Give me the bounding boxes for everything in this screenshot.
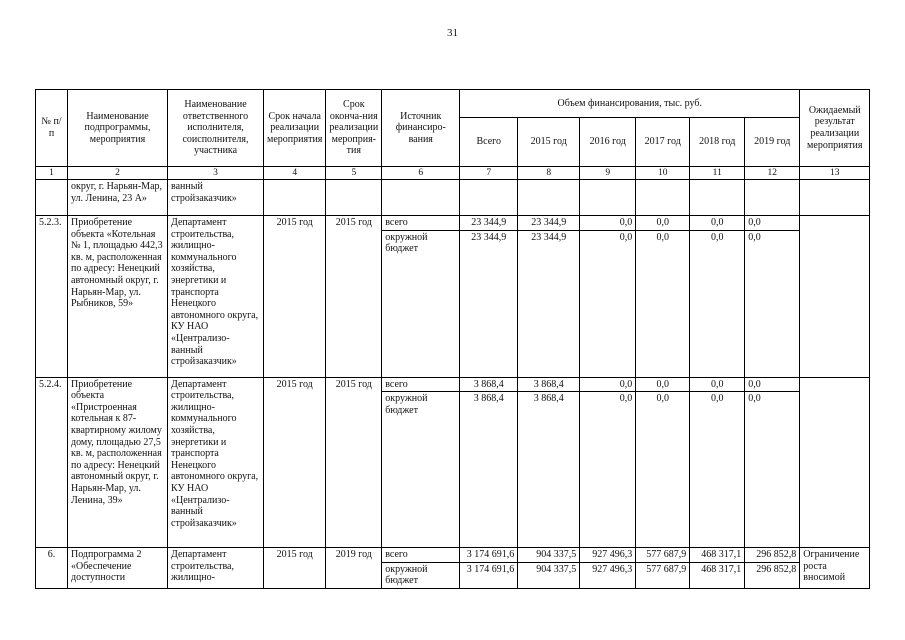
row-2019: 0,0 [745, 377, 800, 392]
row-source: всего [382, 548, 460, 563]
empty-cell [690, 180, 745, 216]
row-2017: 0,0 [636, 392, 690, 548]
page-number: 31 [447, 27, 458, 39]
col-number: 6 [382, 167, 460, 180]
header-start: Срок начала реализации мероприятия [264, 90, 326, 167]
col-number: 3 [168, 167, 264, 180]
row-2015: 3 868,4 [518, 392, 580, 548]
header-executor: Наименование ответственного исполнителя, соисполнителя, участника [168, 90, 264, 167]
empty-cell [460, 180, 518, 216]
table-row [36, 180, 870, 216]
row-executor: Департамент строительства, жилищно- [168, 548, 264, 589]
row-2018: 0,0 [690, 377, 745, 392]
header-2016: 2016 год [580, 118, 636, 167]
row-2017: 0,0 [636, 216, 690, 231]
row-total: 23 344,9 [460, 230, 518, 377]
col-number: 10 [636, 167, 690, 180]
row-2017: 577 687,9 [636, 562, 690, 588]
col-number: 9 [580, 167, 636, 180]
row-name: Приобретение объекта «Пристроенная котельная к 87-квартирному жилому дому, площадью 27,5 кв. м, расположенная по адресу: Ненецкий автономный округ, г. Нарьян-Мар, ул. Ленина, 39» [68, 377, 168, 548]
program-table [35, 89, 870, 589]
row-result [800, 216, 870, 378]
row-start: 2015 год [264, 377, 326, 548]
row-start [264, 180, 326, 216]
row-name: округ, г. Нарьян-Мар, ул. Ленина, 23 А» [68, 180, 168, 216]
table-row [36, 548, 870, 563]
header-end: Срок оконча-ния реализации мероприя-тия [326, 90, 382, 167]
row-source: окружной бюджет [382, 562, 460, 588]
row-2018: 0,0 [690, 216, 745, 231]
header-2017: 2017 год [636, 118, 690, 167]
empty-cell [580, 180, 636, 216]
row-2019: 296 852,8 [745, 548, 800, 563]
empty-cell [745, 180, 800, 216]
header-total: Всего [460, 118, 518, 167]
row-executor: ванный стройзаказчик» [168, 180, 264, 216]
row-total: 3 174 691,6 [460, 562, 518, 588]
row-executor: Департамент строительства, жилищно-коммунального хозяйства, энергетики и транспорта Ненецкого автономного округа, КУ НАО «Централизо-ванный стройзаказчик» [168, 216, 264, 378]
row-no: 5.2.4. [36, 377, 68, 548]
header-2018: 2018 год [690, 118, 745, 167]
empty-cell [636, 180, 690, 216]
table-row [36, 216, 870, 231]
row-2019: 0,0 [745, 392, 800, 548]
row-result [800, 377, 870, 548]
col-number: 5 [326, 167, 382, 180]
col-number: 11 [690, 167, 745, 180]
row-no: 5.2.3. [36, 216, 68, 378]
row-total: 23 344,9 [460, 216, 518, 231]
col-number: 12 [745, 167, 800, 180]
row-source: всего [382, 216, 460, 231]
row-end: 2015 год [326, 216, 382, 378]
row-2019: 0,0 [745, 216, 800, 231]
row-2015: 3 868,4 [518, 377, 580, 392]
row-end: 2015 год [326, 377, 382, 548]
row-start: 2015 год [264, 548, 326, 589]
row-source: всего [382, 377, 460, 392]
row-2018: 468 317,1 [690, 562, 745, 588]
row-2016: 927 496,3 [580, 562, 636, 588]
row-source: окружной бюджет [382, 392, 460, 548]
header-funding: Объем финансирования, тыс. руб. [460, 90, 800, 118]
row-no: 6. [36, 548, 68, 589]
row-2018: 0,0 [690, 392, 745, 548]
header-2015: 2015 год [518, 118, 580, 167]
empty-cell [382, 180, 460, 216]
row-2017: 0,0 [636, 377, 690, 392]
row-total: 3 868,4 [460, 392, 518, 548]
row-2018: 0,0 [690, 230, 745, 377]
row-2016: 0,0 [580, 230, 636, 377]
row-source: окружной бюджет [382, 230, 460, 377]
table-row [36, 377, 870, 392]
row-2016: 927 496,3 [580, 548, 636, 563]
row-start: 2015 год [264, 216, 326, 378]
col-number: 1 [36, 167, 68, 180]
header-source: Источник финансиро-вания [382, 90, 460, 167]
row-2018: 468 317,1 [690, 548, 745, 563]
header-result: Ожидаемый результат реализации мероприятия [800, 90, 870, 167]
row-total: 3 868,4 [460, 377, 518, 392]
row-no [36, 180, 68, 216]
row-executor: Департамент строительства, жилищно-коммунального хозяйства, энергетики и транспорта Ненецкого автономного округа, КУ НАО «Централизо-ванный стройзаказчик» [168, 377, 264, 548]
col-number: 7 [460, 167, 518, 180]
header-no: № п/п [36, 90, 68, 167]
row-result: Ограничение роста вносимой [800, 548, 870, 589]
row-2015: 23 344,9 [518, 230, 580, 377]
col-number: 2 [68, 167, 168, 180]
row-2019: 0,0 [745, 230, 800, 377]
row-name: Приобретение объекта «Котельная № 1, площадью 442,3 кв. м, расположенная по адресу: Ненецкий автономный округ, г. Нарьян-Мар, ул. Рыбников, 59» [68, 216, 168, 378]
empty-cell [518, 180, 580, 216]
row-name: Подпрограмма 2 «Обеспечение доступности [68, 548, 168, 589]
row-2019: 296 852,8 [745, 562, 800, 588]
col-number: 13 [800, 167, 870, 180]
row-2015: 23 344,9 [518, 216, 580, 231]
row-2016: 0,0 [580, 377, 636, 392]
row-2016: 0,0 [580, 216, 636, 231]
row-2017: 577 687,9 [636, 548, 690, 563]
row-2017: 0,0 [636, 230, 690, 377]
header-name: Наименование подпрограммы, мероприятия [68, 90, 168, 167]
row-2015: 904 337,5 [518, 562, 580, 588]
col-number: 8 [518, 167, 580, 180]
empty-cell [800, 180, 870, 216]
row-2016: 0,0 [580, 392, 636, 548]
row-2015: 904 337,5 [518, 548, 580, 563]
col-number: 4 [264, 167, 326, 180]
row-end: 2019 год [326, 548, 382, 589]
row-total: 3 174 691,6 [460, 548, 518, 563]
row-end [326, 180, 382, 216]
header-2019: 2019 год [745, 118, 800, 167]
